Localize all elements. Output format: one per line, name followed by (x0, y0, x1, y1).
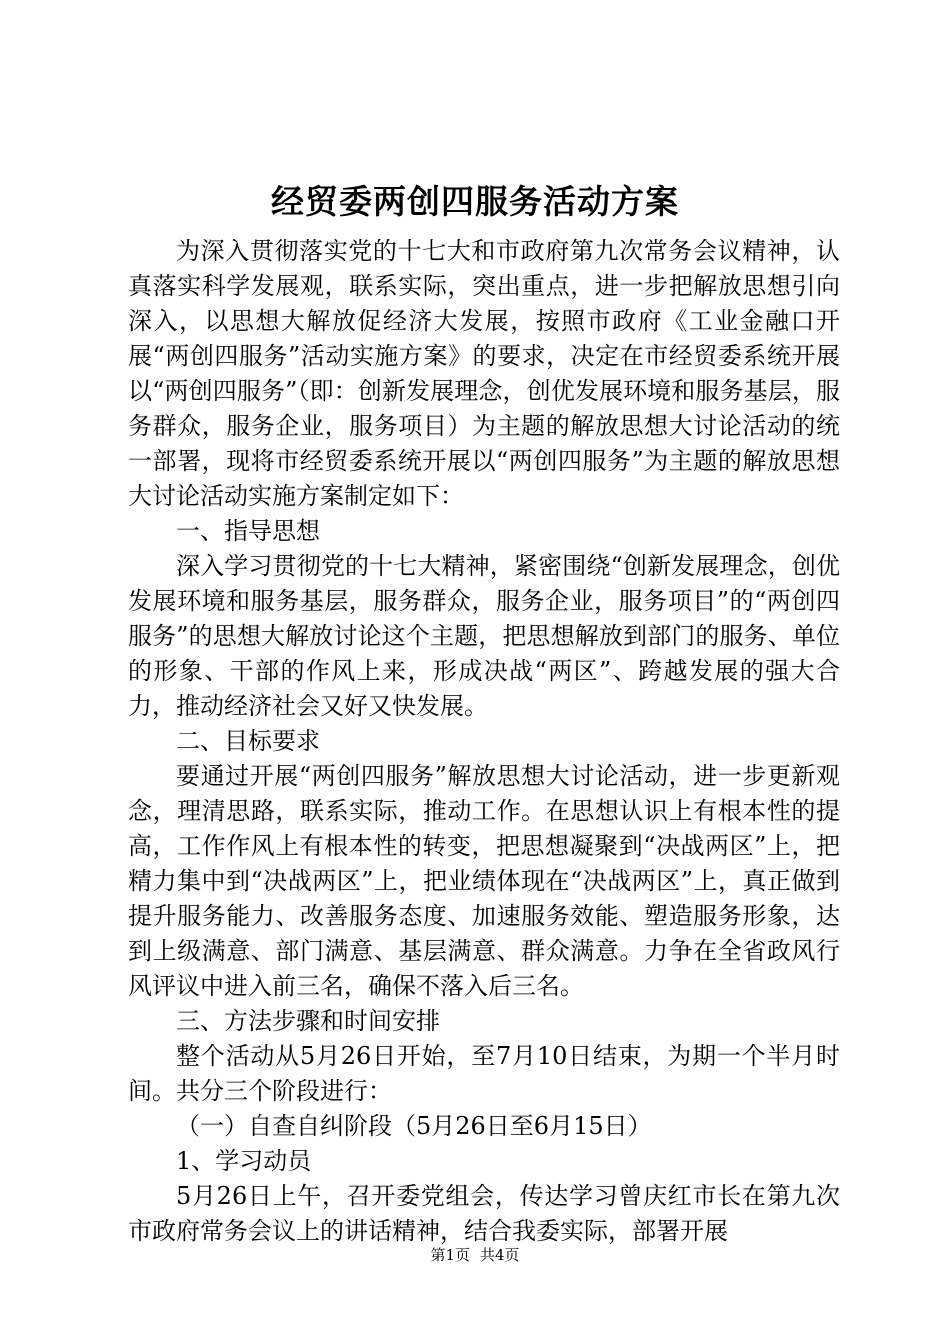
page-number: 第1页 (430, 1246, 470, 1264)
study-mobilize-paragraph: 5月26日上午，召开委党组会，传达学习曾庆红市长在第九次市政府常务会议上的讲话精神，结合我委实际，部署开展 (128, 1182, 840, 1245)
page-footer (0, 1245, 950, 1265)
section-heading-method-schedule: 三、方法步骤和时间安排 (176, 1007, 440, 1035)
intro-paragraph: 为深入贯彻落实党的十七大和市政府第九次常务会议精神，认真落实科学发展观，联系实际，突出重点，进一步把解放思想引向深入，以思想大解放促经济大发展，按照市政府《工业金融口开展“两创四服务”活动实施方案》的要求，决定在市经贸委系统开展以“两创四服务”（即：创新发展理念，创优发展环境和服务基层，服务群众，服务企业，服务项目）为主题的解放思想大讨论活动的统一部署，现将市经贸委系统开展以“两创四服务”为主题的解放思想大讨论活动实施方案制定如下： (128, 237, 840, 510)
schedule-paragraph: 整个活动从5月26日开始，至7月10日结束，为期一个半月时间。共分三个阶段进行： (128, 1042, 840, 1105)
item-heading-study-mobilize: 1、学习动员 (176, 1147, 312, 1175)
page-total: 共4页 (480, 1246, 520, 1264)
guiding-thought-paragraph: 深入学习贯彻党的十七大精神，紧密围绕“创新发展理念，创优发展环境和服务基层，服务群众，服务企业，服务项目”的“两创四服务”的思想大解放讨论这个主题，把思想解放到部门的服务、单位的形象、干部的作风上来，形成决战“两区”、跨越发展的强大合力，推动经济社会又好又快发展。 (128, 552, 840, 720)
section-heading-guiding-thought: 一、指导思想 (176, 517, 320, 545)
subsection-heading-self-check: （一）自查自纠阶段（5月26日至6月15日） (176, 1112, 652, 1140)
section-heading-goals: 二、目标要求 (176, 727, 320, 755)
goals-paragraph: 要通过开展“两创四服务”解放思想大讨论活动，进一步更新观念，理清思路，联系实际，推动工作。在思想认识上有根本性的提高，工作作风上有根本性的转变，把思想凝聚到“决战两区”上，把精力集中到“决战两区”上，把业绩体现在“决战两区”上，真正做到提升服务能力、改善服务态度、加速服务效能、塑造服务形象，达到上级满意、部门满意、基层满意、群众满意。力争在全省政风行风评议中进入前三名，确保不落入后三名。 (128, 762, 840, 1000)
document-body (128, 234, 840, 1249)
document-title: 经贸委两创四服务活动方案 (271, 182, 679, 221)
